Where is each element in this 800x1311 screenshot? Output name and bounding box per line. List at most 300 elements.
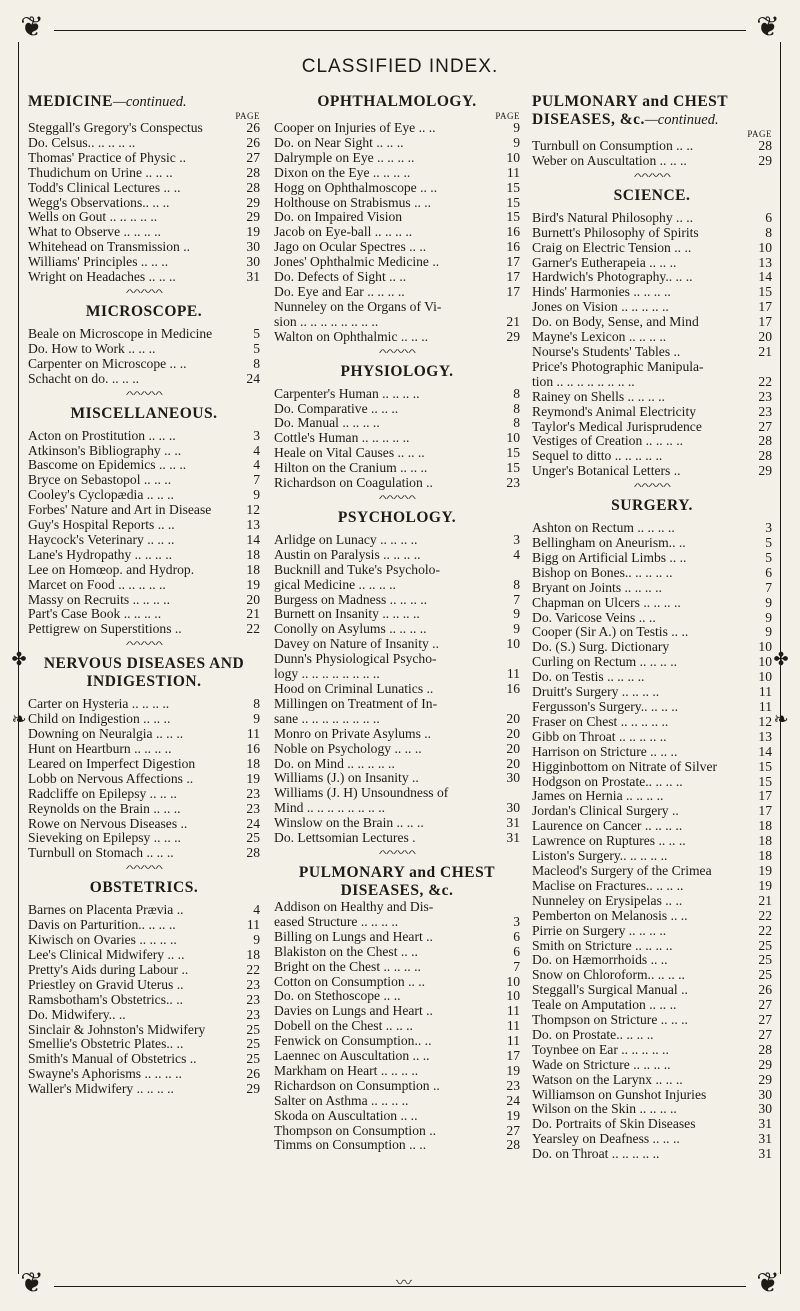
index-entry xyxy=(274,1019,520,1034)
index-entry xyxy=(28,1067,260,1082)
entry-list-nervous xyxy=(28,697,260,861)
index-entry xyxy=(532,256,772,271)
entry-title: Davis on Parturition.. .. .. .. xyxy=(28,918,176,933)
entry-title: Jacob on Eye-ball .. .. .. .. xyxy=(274,225,413,240)
entry-list-pulmonary xyxy=(274,930,520,1154)
index-entry xyxy=(274,196,520,211)
entry-title: Harrison on Stricture .. .. .. xyxy=(532,744,678,759)
index-entry xyxy=(28,772,260,787)
entry-page-number: 9 xyxy=(513,621,520,637)
entry-title: Massy on Recruits .. .. .. .. xyxy=(28,592,170,607)
entry-page-number: 17 xyxy=(506,1048,520,1064)
entry-page-number: 28 xyxy=(758,448,772,464)
index-entry xyxy=(532,924,772,939)
index-entry xyxy=(532,655,772,670)
page-label: PAGE xyxy=(495,111,520,121)
index-entry xyxy=(28,593,260,608)
entry-title: Carpenter's Human .. .. .. .. xyxy=(274,386,420,401)
entry-page-number: 29 xyxy=(758,1071,772,1087)
index-entry xyxy=(28,225,260,240)
entry-title: Thompson on Stricture .. .. .. xyxy=(532,1013,688,1028)
index-entry xyxy=(274,402,520,417)
entry-title: Jago on Ocular Spectres .. .. xyxy=(274,240,427,255)
entry-list-medicine xyxy=(28,121,260,285)
divider: ᐟᐠᐟᐠᐟᐠᐟᐠᐟᐠ xyxy=(633,482,671,495)
entry-page-number: 29 xyxy=(758,1056,772,1072)
entry-title: Lee on Homœop. and Hydrop. xyxy=(28,562,195,577)
entry-title: Garner's Eutherapeia .. .. .. xyxy=(532,255,677,270)
index-entry xyxy=(532,760,772,775)
entry-title: Hinds' Harmonies .. .. .. .. xyxy=(532,285,671,300)
entry-title: Vestiges of Creation .. .. .. .. xyxy=(532,434,684,449)
entry-title: Smellie's Obstetric Plates.. .. xyxy=(28,1037,184,1052)
entry-page-number: 17 xyxy=(506,283,520,299)
entry-page-number: 7 xyxy=(513,591,520,607)
index-entry xyxy=(28,166,260,181)
entry-title: Hodgson on Prostate.. .. .. .. xyxy=(532,774,683,789)
section-title-pulmonary-2: DISEASES, &c. xyxy=(340,881,454,899)
entry-list-psychology-5 xyxy=(274,816,520,846)
entry-page-number: 11 xyxy=(246,726,260,742)
index-entry xyxy=(274,622,520,637)
side-ornament-icon: ❧ xyxy=(773,709,789,729)
index-entry xyxy=(532,685,772,700)
entry-list-psychology-2 xyxy=(274,593,520,653)
top-rule xyxy=(54,30,746,31)
entry-page-number: 11 xyxy=(506,1003,520,1019)
index-entry xyxy=(274,607,520,622)
entry-page-number: 25 xyxy=(758,952,772,968)
index-entry xyxy=(28,121,260,136)
index-entry xyxy=(532,211,772,226)
entry-title: Forbes' Nature and Art in Disease xyxy=(28,503,212,518)
entry-title: Ramsbotham's Obstetrics.. .. xyxy=(28,992,183,1007)
index-entry xyxy=(532,1102,772,1117)
entry-page-number: 19 xyxy=(246,770,260,786)
index-entry: Nunneley on the Organs of Vi- sion .. .. .. .. .. .. .. .. 21 xyxy=(274,298,520,329)
entry-title: Smith on Stricture .. .. .. .. xyxy=(532,938,673,953)
entry-title: Ashton on Rectum .. .. .. .. xyxy=(532,521,675,536)
entry-title: Steggall's Surgical Manual .. xyxy=(532,983,688,998)
section-title-miscellaneous: MISCELLANEOUS. xyxy=(70,404,218,422)
entry-page-number: 18 xyxy=(246,946,260,962)
entry-page-number: 31 xyxy=(758,1146,772,1162)
index-entry xyxy=(274,1094,520,1109)
index-entry xyxy=(274,682,520,697)
entry-title: Beale on Microscope in Medicine xyxy=(28,326,213,341)
index-entry xyxy=(274,285,520,300)
index-entry: Millingen on Treatment of In- sane .. .. .. .. .. .. .. .. 20 xyxy=(274,695,520,726)
entry-page-number: 21 xyxy=(758,343,772,359)
entry-title: Williamson on Gunshot Injuries xyxy=(532,1087,707,1102)
entry-title: Winslow on the Brain .. .. .. xyxy=(274,816,424,831)
entry-title: Burnett on Insanity .. .. .. .. xyxy=(274,607,420,622)
index-entry xyxy=(274,831,520,846)
page-label: PAGE xyxy=(747,129,772,139)
entry-title: Salter on Asthma .. .. .. .. xyxy=(274,1093,409,1108)
entry-title: Sequel to ditto .. .. .. .. .. xyxy=(532,449,663,464)
index-entry xyxy=(274,181,520,196)
index-entry xyxy=(274,771,520,786)
entry-page-number: 9 xyxy=(253,487,260,503)
entry-title: Barnes on Placenta Prævia .. xyxy=(28,903,184,918)
entry-title: Timms on Consumption .. .. xyxy=(274,1138,427,1153)
entry-title: Hilton on the Cranium .. .. .. xyxy=(274,461,428,476)
entry-page-number: 24 xyxy=(246,815,260,831)
entry-title: Macleod's Surgery of the Crimea xyxy=(532,863,712,878)
entry-page-number: 25 xyxy=(758,967,772,983)
entry-title: Sinclair & Johnston's Midwifery xyxy=(28,1022,206,1037)
entry-page-number: 15 xyxy=(758,284,772,300)
entry-title: Do. Manual .. .. .. .. xyxy=(274,416,380,431)
entry-title: Do. Varicose Veins .. .. xyxy=(532,610,656,625)
entry-title: Bascome on Epidemics .. .. .. xyxy=(28,458,187,473)
index-entry xyxy=(274,1064,520,1079)
index-entry xyxy=(28,458,260,473)
entry-page-number: 16 xyxy=(506,681,520,696)
entry-list-psychology xyxy=(274,533,520,563)
entry-title: Taylor's Medical Jurisprudence xyxy=(532,419,702,434)
index-entry xyxy=(532,939,772,954)
column-2 xyxy=(274,93,520,1153)
entry-title: Do. Comparative .. .. .. xyxy=(274,401,399,416)
index-entry xyxy=(532,775,772,790)
index-entry: Bucknill and Tuke's Psycholo- gical Medicine .. .. .. .. 8 xyxy=(274,561,520,592)
entry-page-number: 26 xyxy=(246,134,260,150)
index-entry xyxy=(532,968,772,983)
corner-ornament-icon: ❦ xyxy=(756,1268,780,1299)
entry-page-number: 16 xyxy=(506,239,520,255)
entry-page-number: 19 xyxy=(246,224,260,240)
entry-page-number: 27 xyxy=(246,149,260,165)
entry-page-number: 30 xyxy=(758,1101,772,1117)
index-entry xyxy=(274,548,520,563)
entry-title: Pretty's Aids during Labour .. xyxy=(28,962,189,977)
entry-title: Thudichum on Urine .. .. .. xyxy=(28,165,173,180)
entry-page-number: 23 xyxy=(246,1006,260,1022)
entry-page-number: 28 xyxy=(246,179,260,195)
entry-page-number: 20 xyxy=(246,591,260,607)
entry-page-number: 3 xyxy=(513,531,520,547)
entry-title: Craig on Electric Tension .. .. xyxy=(532,240,692,255)
entry-title: Nourse's Students' Tables .. xyxy=(532,344,681,359)
entry-title: Jordan's Clinical Surgery .. xyxy=(532,804,679,819)
entry-page-number: 19 xyxy=(758,862,772,878)
index-entry xyxy=(532,1088,772,1103)
index-entry xyxy=(274,151,520,166)
entry-page-number: 10 xyxy=(758,669,772,685)
index-entry: Dunn's Physiological Psycho- logy .. .. .. .. .. .. .. .. 11 xyxy=(274,651,520,682)
entry-page-number: 17 xyxy=(506,254,520,270)
entry-page-number: 19 xyxy=(506,1062,520,1078)
divider: ᐟᐠᐟᐠᐟᐠᐟᐠᐟᐠ xyxy=(378,848,416,861)
entry-page-number: 17 xyxy=(758,314,772,330)
divider: ᐟᐠᐟᐠᐟᐠᐟᐠᐟᐠ xyxy=(378,493,416,506)
index-entry xyxy=(28,563,260,578)
index-entry xyxy=(274,255,520,270)
entry-title: Arlidge on Lunacy .. .. .. .. xyxy=(274,532,418,547)
index-entry xyxy=(28,548,260,563)
index-entry xyxy=(532,551,772,566)
entry-title: Mayne's Lexicon .. .. .. .. xyxy=(532,330,667,345)
entry-page-number: 22 xyxy=(758,922,772,938)
entry-page-number: 11 xyxy=(506,1018,520,1034)
index-entry xyxy=(532,834,772,849)
entry-title: Sieveking on Epilepsy .. .. .. xyxy=(28,831,181,846)
entry-title: Teale on Amputation .. .. .. xyxy=(532,998,677,1013)
entry-title: Hood on Criminal Lunatics .. xyxy=(274,682,434,696)
entry-title: Wade on Stricture .. .. .. .. xyxy=(532,1057,671,1072)
index-entry xyxy=(532,420,772,435)
index-entry xyxy=(532,745,772,760)
index-entry xyxy=(532,640,772,655)
entry-page-number: 3 xyxy=(765,520,772,536)
entry-page-number: 19 xyxy=(506,1107,520,1123)
entry-title: Waller's Midwifery .. .. .. .. xyxy=(28,1082,174,1097)
entry-page-number: 4 xyxy=(513,546,520,562)
index-entry xyxy=(532,1117,772,1132)
index-entry xyxy=(532,285,772,300)
entry-title: Billing on Lungs and Heart .. xyxy=(274,929,433,944)
entry-title: Pirrie on Surgery .. .. .. .. xyxy=(532,923,667,938)
entry-page-number: 13 xyxy=(758,728,772,744)
entry-page-number: 29 xyxy=(246,209,260,225)
entry-page-number: 15 xyxy=(506,460,520,476)
entry-title: Downing on Neuralgia .. .. .. xyxy=(28,727,184,742)
entry-title: Thompson on Consumption .. xyxy=(274,1123,437,1138)
entry-page-number: 30 xyxy=(506,770,520,786)
entry-title: Bryant on Joints .. .. .. .. xyxy=(532,580,662,595)
index-entry xyxy=(274,989,520,1004)
entry-title: Druitt's Surgery .. .. .. .. xyxy=(532,685,660,700)
entry-title: Cooper on Injuries of Eye .. .. xyxy=(274,121,436,135)
entry-page-number: 10 xyxy=(506,636,520,652)
entry-title: Radcliffe on Epilepsy .. .. .. xyxy=(28,786,177,801)
entry-page-number: 7 xyxy=(513,958,520,974)
entry-title: Do. Portraits of Skin Diseases xyxy=(532,1117,696,1132)
entry-title: Watson on the Larynx .. .. .. xyxy=(532,1072,683,1087)
entry-title: Carter on Hysteria .. .. .. .. xyxy=(28,697,170,712)
entry-page-number: 23 xyxy=(246,800,260,816)
entry-title: Do. Eye and Ear .. .. .. .. xyxy=(274,284,405,299)
entry-page-number: 9 xyxy=(765,624,772,640)
entry-page-number: 18 xyxy=(246,755,260,771)
entry-title: Davies on Lungs and Heart .. xyxy=(274,1004,433,1019)
entry-title: Blakiston on the Chest .. .. xyxy=(274,944,418,959)
entry-title: Do. Lettsomian Lectures . xyxy=(274,831,416,846)
divider: ᐟᐠᐟᐠᐟᐠᐟᐠᐟᐠ xyxy=(125,864,163,877)
index-entry xyxy=(274,945,520,960)
index-entry xyxy=(28,196,260,211)
index-entry xyxy=(28,993,260,1008)
entry-page-number: 20 xyxy=(506,755,520,771)
index-entry xyxy=(274,816,520,831)
entry-title: Reymond's Animal Electricity xyxy=(532,404,697,419)
entry-title: Dalrymple on Eye .. .. .. .. xyxy=(274,150,415,165)
entry-list-physiology xyxy=(274,387,520,491)
entry-page-number: 20 xyxy=(506,725,520,741)
entry-title: Child on Indigestion .. .. .. xyxy=(28,712,171,727)
entry-page-number: 9 xyxy=(765,594,772,610)
entry-title: Higginbottom on Nitrate of Silver xyxy=(532,759,718,774)
entry-title: Cooley's Cyclopædia .. .. .. xyxy=(28,488,174,503)
column-3 xyxy=(532,93,772,1162)
index-entry xyxy=(532,449,772,464)
index-entry xyxy=(28,831,260,846)
entry-title: Dixon on the Eye .. .. .. .. xyxy=(274,165,411,180)
entry-title: Snow on Chloroform.. .. .. .. xyxy=(532,968,685,983)
entry-title: Wells on Gout .. .. .. .. .. xyxy=(28,210,158,225)
entry-page-number: 31 xyxy=(506,830,520,846)
entry-title: Wegg's Observations.. .. .. xyxy=(28,195,170,210)
entry-list-microscope xyxy=(28,327,260,387)
entry-page-number: 8 xyxy=(513,415,520,431)
entry-list-miscellaneous xyxy=(28,429,260,638)
side-ornament-icon: ✤ xyxy=(773,649,789,669)
entry-title: Rainey on Shells .. .. .. .. xyxy=(532,389,665,404)
index-entry xyxy=(532,226,772,241)
entry-title: Fraser on Chest .. .. .. .. .. xyxy=(532,714,669,729)
index-entry xyxy=(28,533,260,548)
entry-page-number: 10 xyxy=(506,973,520,989)
index-entry xyxy=(532,300,772,315)
entry-title: Curling on Rectum .. .. .. .. xyxy=(532,655,677,670)
entry-page-number: 8 xyxy=(253,696,260,712)
index-entry xyxy=(532,270,772,285)
entry-page-number: 19 xyxy=(246,576,260,592)
index-entry xyxy=(28,607,260,622)
section-title-pulmonary-cont-2: DISEASES, &c.—continued. xyxy=(532,111,719,128)
index-entry xyxy=(28,327,260,342)
entry-page-number: 9 xyxy=(513,134,520,150)
index-entry xyxy=(532,405,772,420)
entry-page-number: 18 xyxy=(758,833,772,849)
entry-title: Do. How to Work .. .. .. xyxy=(28,341,156,356)
index-entry xyxy=(28,697,260,712)
index-entry xyxy=(532,154,772,169)
entry-title: Toynbee on Ear .. .. .. .. .. xyxy=(532,1042,669,1057)
entry-title: Hardwich's Photography.. .. .. xyxy=(532,270,693,285)
entry-page-number: 22 xyxy=(246,621,260,637)
entry-page-number: 16 xyxy=(506,224,520,240)
entry-page-number: 15 xyxy=(758,773,772,789)
entry-title: Part's Case Book .. .. .. .. xyxy=(28,607,162,622)
corner-ornament-icon: ❦ xyxy=(20,1268,44,1299)
entry-page-number: 9 xyxy=(253,932,260,948)
entry-page-number: 18 xyxy=(246,546,260,562)
entry-title: Yearsley on Deafness .. .. .. xyxy=(532,1132,680,1147)
index-entry xyxy=(532,894,772,909)
entry-title: Acton on Prostitution .. .. .. xyxy=(28,428,176,443)
entry-title: Lane's Hydropathy .. .. .. .. xyxy=(28,547,173,562)
entry-page-number: 28 xyxy=(506,1137,520,1153)
index-entry xyxy=(28,357,260,372)
index-entry xyxy=(532,566,772,581)
index-entry xyxy=(28,488,260,503)
bottom-ornament-icon: 〰 xyxy=(395,1275,412,1292)
index-entry xyxy=(28,757,260,772)
index-entry xyxy=(532,625,772,640)
entry-title: Chapman on Ulcers .. .. .. .. xyxy=(532,595,681,610)
entry-title: Thomas' Practice of Physic .. xyxy=(28,150,186,165)
section-title-surgery: SURGERY. xyxy=(611,497,693,515)
index-entry xyxy=(532,789,772,804)
index-entry xyxy=(274,431,520,446)
entry-title: Turnbull on Stomach .. .. .. xyxy=(28,846,174,861)
index-entry xyxy=(274,637,520,652)
entry-page-number: 9 xyxy=(253,711,260,727)
index-entry xyxy=(28,1082,260,1097)
entry-title: Dobell on the Chest .. .. .. xyxy=(274,1019,413,1034)
entry-page-number: 6 xyxy=(765,209,772,225)
index-entry xyxy=(532,849,772,864)
entry-list-science-2 xyxy=(532,390,772,479)
entry-page-number: 31 xyxy=(506,815,520,831)
index-entry xyxy=(532,1132,772,1147)
index-entry xyxy=(28,473,260,488)
entry-title: Noble on Psychology .. .. .. xyxy=(274,741,422,756)
entry-page-number: 21 xyxy=(246,606,260,622)
entry-title: Pettigrew on Superstitions .. xyxy=(28,622,182,637)
entry-page-number: 14 xyxy=(758,269,772,285)
entry-page-number: 18 xyxy=(246,561,260,577)
index-entry xyxy=(532,998,772,1013)
entry-page-number: 26 xyxy=(758,982,772,998)
entry-page-number: 28 xyxy=(246,164,260,180)
entry-title: Cotton on Consumption .. .. xyxy=(274,974,426,989)
entry-page-number: 9 xyxy=(513,120,520,135)
section-title-psychology: PSYCHOLOGY. xyxy=(337,508,457,526)
entry-title: Davey on Nature of Insanity .. xyxy=(274,637,439,652)
entry-title: What to Observe .. .. .. .. xyxy=(28,225,161,240)
entry-title: Lee's Clinical Midwifery .. .. xyxy=(28,947,185,962)
entry-page-number: 23 xyxy=(246,976,260,992)
entry-page-number: 31 xyxy=(758,1131,772,1147)
entry-title: Lobb on Nervous Affections .. xyxy=(28,771,194,786)
index-entry xyxy=(532,1043,772,1058)
section-title-science: SCIENCE. xyxy=(613,186,691,204)
entry-list-pulmonary-cont xyxy=(532,139,772,169)
index-entry xyxy=(274,593,520,608)
index-entry xyxy=(274,240,520,255)
entry-page-number: 28 xyxy=(758,433,772,449)
entry-title: Williams' Principles .. .. .. xyxy=(28,255,169,270)
entry-page-number: 15 xyxy=(506,445,520,461)
section-title-pulmonary-cont: PULMONARY and CHEST xyxy=(532,93,729,110)
index-entry xyxy=(532,909,772,924)
divider: ᐟᐠᐟᐠᐟᐠᐟᐠᐟᐠ xyxy=(125,640,163,653)
section-title-pulmonary: PULMONARY and CHEST xyxy=(298,863,496,881)
index-entry xyxy=(274,1049,520,1064)
divider: ᐟᐠᐟᐠᐟᐠᐟᐠᐟᐠ xyxy=(125,389,163,402)
entry-page-number: 25 xyxy=(246,1036,260,1052)
section-title-nervous-2: INDIGESTION. xyxy=(86,673,202,691)
index-entry xyxy=(532,730,772,745)
entry-page-number: 13 xyxy=(246,517,260,533)
side-ornament-icon: ❧ xyxy=(11,709,27,729)
entry-page-number: 23 xyxy=(506,475,520,491)
entry-title: Swayne's Aphorisms .. .. .. .. xyxy=(28,1067,182,1082)
entry-page-number: 15 xyxy=(506,209,520,225)
entry-title: Gibb on Throat .. .. .. .. .. xyxy=(532,729,667,744)
index-entry xyxy=(28,948,260,963)
entry-list-psychology-3 xyxy=(274,682,520,697)
index-entry: Addison on Healthy and Dis- eased Structure .. .. .. .. 3 xyxy=(274,898,520,929)
divider: ᐟᐠᐟᐠᐟᐠᐟᐠᐟᐠ xyxy=(378,347,416,360)
entry-list-science xyxy=(532,211,772,360)
entry-title: Do. Celsus.. .. .. .. .. xyxy=(28,135,136,150)
entry-title: Guy's Hospital Reports .. .. xyxy=(28,518,175,533)
